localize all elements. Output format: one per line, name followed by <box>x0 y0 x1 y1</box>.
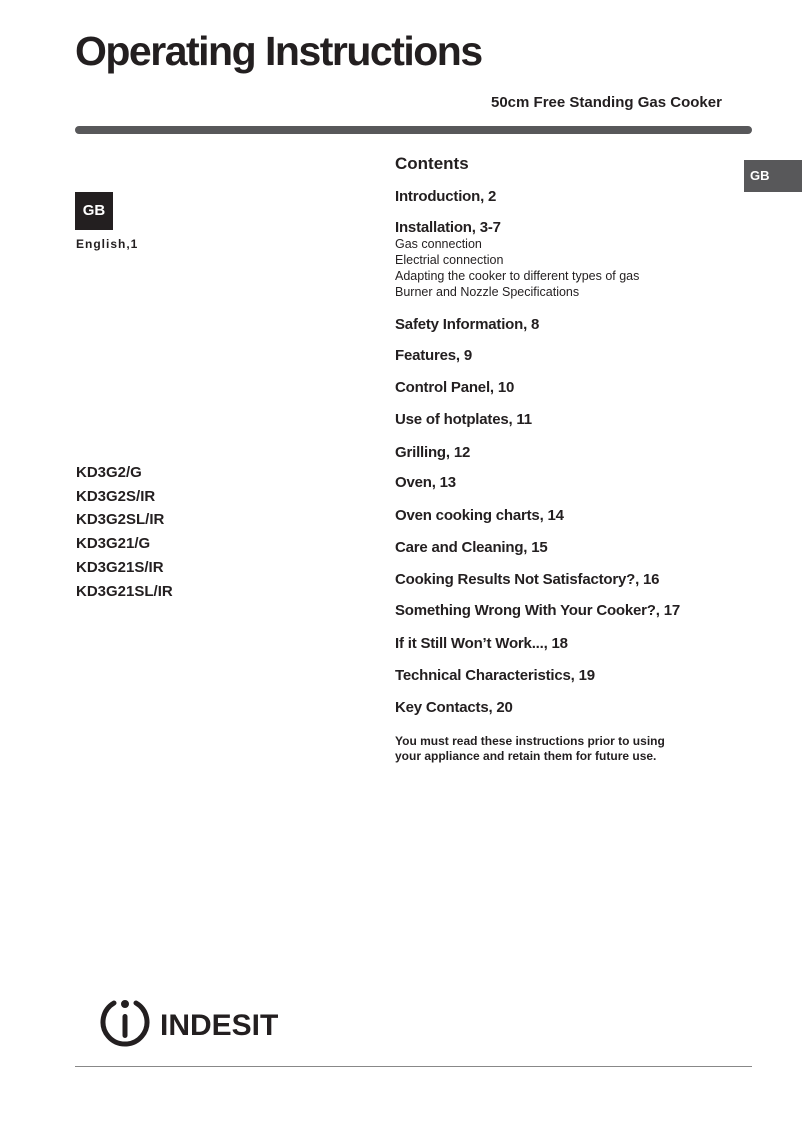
contents-heading: Contents <box>395 154 469 173</box>
note-line: You must read these instructions prior to using <box>395 734 665 748</box>
language-label: English,1 <box>76 237 139 251</box>
toc-subitem: Electrial connection <box>395 253 504 267</box>
toc-item: Cooking Results Not Satisfactory?, 16 <box>395 571 660 588</box>
toc-item: Use of hotplates, 11 <box>395 411 532 428</box>
model-number: KD3G21/G <box>76 535 151 552</box>
model-number: KD3G21S/IR <box>76 559 164 576</box>
read-instructions-note <box>395 734 665 764</box>
toc-item: Features, 9 <box>395 347 473 364</box>
indesit-logo <box>100 995 300 1056</box>
toc-subitem: Gas connection <box>395 237 482 251</box>
footer-divider <box>75 1066 752 1067</box>
toc-item: Oven, 13 <box>395 474 456 491</box>
language-tab: GB <box>744 160 802 192</box>
model-number: KD3G2SL/IR <box>76 511 165 528</box>
language-badge: GB <box>75 192 113 230</box>
toc-item: Care and Cleaning, 15 <box>395 539 548 556</box>
toc-item: Introduction, 2 <box>395 188 497 205</box>
svg-text:INDESIT: INDESIT <box>160 1009 279 1042</box>
toc-item: Technical Characteristics, 19 <box>395 667 595 684</box>
toc-item: Oven cooking charts, 14 <box>395 507 564 524</box>
model-number: KD3G2S/IR <box>76 488 156 505</box>
toc-item: Key Contacts, 20 <box>395 699 513 716</box>
toc-subitem: Adapting the cooker to different types of gas <box>395 269 640 283</box>
model-number: KD3G21SL/IR <box>76 583 173 600</box>
toc-item: Grilling, 12 <box>395 444 471 461</box>
toc-item: Safety Information, 8 <box>395 316 540 333</box>
header-divider <box>75 126 752 134</box>
toc-subitem: Burner and Nozzle Specifications <box>395 285 580 299</box>
toc-item: Control Panel, 10 <box>395 379 515 396</box>
page-subtitle: 50cm Free Standing Gas Cooker <box>491 94 722 111</box>
model-number: KD3G2/G <box>76 464 142 481</box>
toc-item: Something Wrong With Your Cooker?, 17 <box>395 602 680 619</box>
note-line: your appliance and retain them for future use. <box>395 749 657 763</box>
toc-item: Installation, 3-7 <box>395 219 501 236</box>
toc-item: If it Still Won’t Work..., 18 <box>395 635 568 652</box>
page-title: Operating Instructions <box>75 28 482 74</box>
